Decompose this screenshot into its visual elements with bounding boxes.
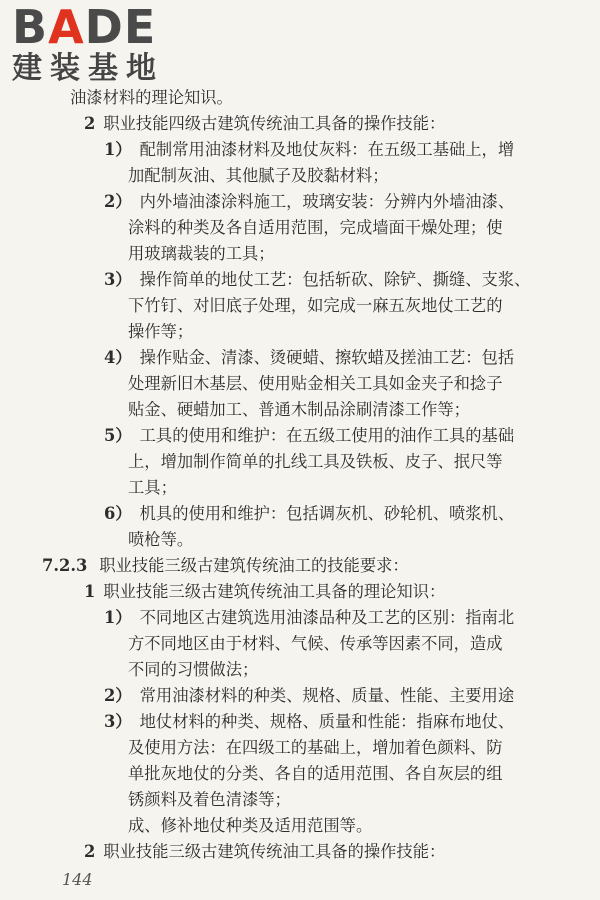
text-line bbox=[84, 114, 445, 134]
text-line bbox=[128, 218, 502, 238]
text-line bbox=[104, 192, 514, 212]
line-text: 职业技能四级古建筑传统油工具备的操作技能： bbox=[103, 114, 446, 133]
line-text: 配制常用油漆材料及地仗灰料：在五级工基础上，增 bbox=[139, 140, 515, 159]
text-line bbox=[128, 452, 502, 472]
line-text: 方不同地区由于材料、气候、传承等因素不同，造成 bbox=[128, 634, 503, 653]
line-text: 上，增加制作简单的扎线工具及铁板、皮子、抿尺等 bbox=[128, 452, 503, 471]
item-number: 5） bbox=[104, 426, 132, 445]
logo-wordmark: BADE bbox=[12, 0, 157, 54]
line-text: 内外墙油漆涂料施工，玻璃安装：分辨内外墙油漆、 bbox=[139, 192, 515, 211]
line-text: 工具的使用和维护：在五级工使用的油作工具的基础 bbox=[139, 426, 515, 445]
item-number: 2 bbox=[84, 114, 96, 133]
line-text: 加配制灰油、其他腻子及胶黏材料； bbox=[128, 166, 389, 185]
line-text: 及使用方法：在四级工的基础上，增加着色颜料、防 bbox=[128, 738, 503, 757]
item-number: 1 bbox=[84, 582, 96, 601]
text-line bbox=[128, 244, 275, 264]
line-text: 锈颜料及着色清漆等； bbox=[128, 790, 291, 809]
text-line bbox=[128, 738, 502, 758]
section-number: 7.2.3 bbox=[42, 556, 88, 575]
text-line bbox=[128, 790, 291, 810]
bade-logo bbox=[12, 2, 182, 84]
text-line bbox=[104, 504, 514, 524]
item-number: 2） bbox=[104, 192, 132, 211]
line-text: 处理新旧木基层、使用贴金相关工具如金夹子和捻子 bbox=[128, 374, 503, 393]
text-line bbox=[128, 374, 502, 394]
item-number: 3） bbox=[104, 270, 132, 289]
item-number: 1） bbox=[104, 608, 132, 627]
line-text: 用玻璃裁装的工具； bbox=[128, 244, 275, 263]
item-number: 1） bbox=[104, 140, 132, 159]
line-text: 成、修补地仗种类及适用范围等。 bbox=[128, 816, 373, 835]
text-line bbox=[128, 764, 502, 784]
line-text: 机具的使用和维护：包括调灰机、砂轮机、喷浆机、 bbox=[139, 504, 515, 523]
text-line bbox=[104, 608, 514, 628]
text-line bbox=[128, 530, 193, 550]
line-text: 喷枪等。 bbox=[128, 530, 194, 549]
line-text: 工具； bbox=[128, 478, 177, 497]
line-text: 贴金、硬蜡加工、普通木制品涂刷清漆工作等； bbox=[128, 400, 470, 419]
item-number: 2 bbox=[84, 842, 96, 861]
text-line bbox=[84, 842, 445, 862]
text-line bbox=[128, 478, 177, 498]
line-text: 不同的习惯做法； bbox=[128, 660, 259, 679]
line-text: 油漆材料的理论知识。 bbox=[70, 88, 233, 107]
text-line bbox=[104, 348, 514, 368]
line-text: 单批灰地仗的分类、各自的适用范围、各自灰层的组 bbox=[128, 764, 503, 783]
text-line bbox=[104, 686, 514, 706]
text-line bbox=[128, 322, 193, 342]
text-line bbox=[128, 400, 470, 420]
line-text: 地仗材料的种类、规格、质量和性能：指麻布地仗、 bbox=[139, 712, 515, 731]
text-line bbox=[104, 712, 514, 732]
item-number: 4） bbox=[104, 348, 132, 367]
text-line bbox=[84, 582, 445, 602]
line-text: 操作等； bbox=[128, 322, 194, 341]
logo-tagline: 建装基地 bbox=[12, 51, 164, 86]
line-text: 不同地区古建筑选用油漆品种及工艺的区别：指南北 bbox=[139, 608, 515, 627]
line-text: 职业技能三级古建筑传统油工的技能要求： bbox=[99, 556, 409, 575]
item-number: 6） bbox=[104, 504, 132, 523]
text-line bbox=[128, 296, 502, 316]
line-text: 操作贴金、清漆、烫硬蜡、擦软蜡及搓油工艺：包括 bbox=[139, 348, 515, 367]
line-text: 职业技能三级古建筑传统油工具备的操作技能： bbox=[103, 842, 446, 861]
section-heading bbox=[42, 556, 409, 576]
text-line bbox=[104, 270, 530, 290]
text-line bbox=[128, 634, 502, 654]
item-number: 3） bbox=[104, 712, 132, 731]
line-text: 职业技能三级古建筑传统油工具备的理论知识： bbox=[103, 582, 446, 601]
text-line bbox=[70, 88, 233, 108]
page-number: 144 bbox=[62, 870, 93, 889]
text-line bbox=[104, 426, 514, 446]
line-text: 操作简单的地仗工艺：包括斩砍、除铲、撕缝、支浆、 bbox=[139, 270, 531, 289]
text-line bbox=[104, 140, 514, 160]
text-line bbox=[128, 660, 258, 680]
item-number: 2） bbox=[104, 686, 132, 705]
text-line bbox=[128, 816, 372, 836]
text-line bbox=[128, 166, 389, 186]
line-text: 常用油漆材料的种类、规格、质量、性能、主要用途 bbox=[139, 686, 515, 705]
line-text: 下竹钉、对旧底子处理，如完成一麻五灰地仗工艺的 bbox=[128, 296, 503, 315]
line-text: 涂料的种类及各自适用范围，完成墙面干燥处理；使 bbox=[128, 218, 503, 237]
